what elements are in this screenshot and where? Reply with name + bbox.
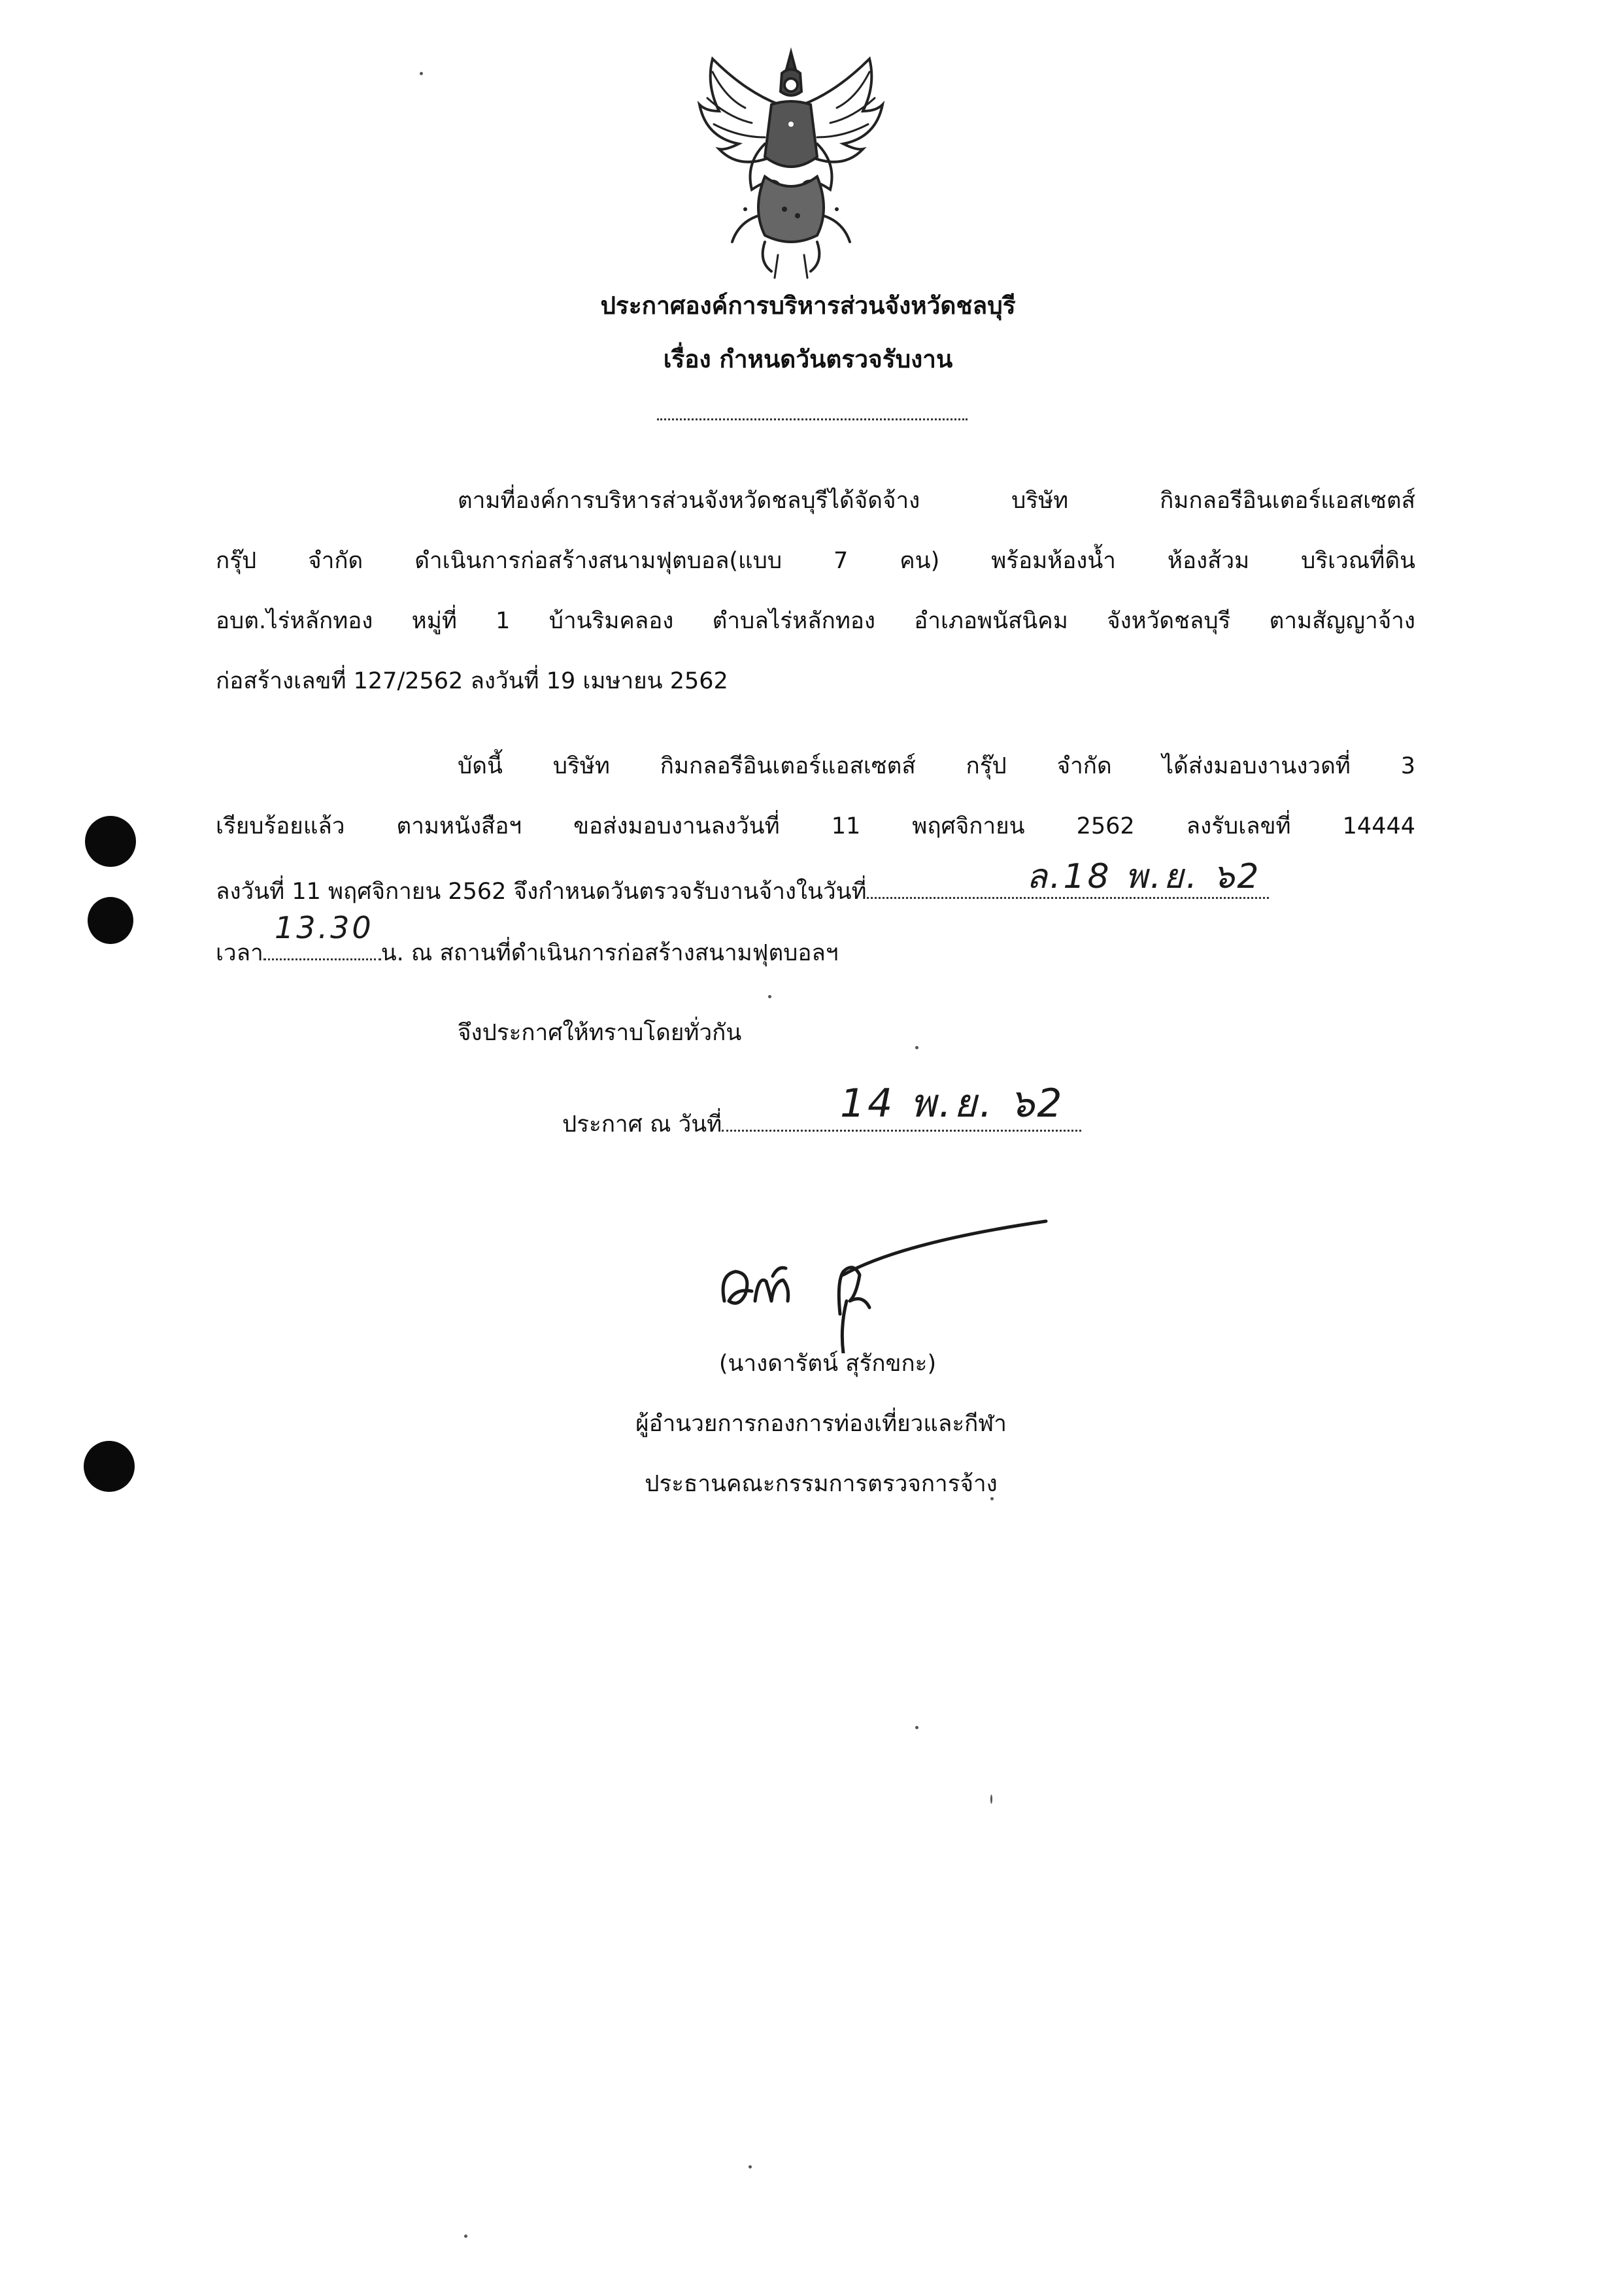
title-divider bbox=[657, 418, 968, 420]
signer-role: ประธานคณะกรรมการตรวจการจ้าง bbox=[645, 1471, 998, 1497]
announce-line: จึงประกาศให้ทราบโดยทั่วกัน bbox=[458, 1020, 742, 1046]
scan-speck bbox=[768, 995, 771, 998]
body-line: ตามที่องค์การบริหารส่วนจังหวัดชลบุรีได้จัดจ้าง บริษัท กิมกลอรีอินเตอร์แอสเซตส์ bbox=[458, 488, 1415, 514]
body-line: อบต.ไร่หลักทอง หมู่ที่ 1 บ้านริมคลอง ตำบลไร่หลักทอง อำเภอพนัสนิคม จังหวัดชลบุรี ตามสัญญาจ้าง bbox=[216, 608, 1415, 634]
scan-speck bbox=[915, 1046, 918, 1049]
scan-speck bbox=[464, 2235, 467, 2238]
signer-name: (นางดารัตน์ สุรักขกะ) bbox=[718, 1351, 937, 1377]
handwritten-signature bbox=[706, 1203, 1072, 1353]
signer-position: ผู้อำนวยการกองการท่องเที่ยวและกีฬา bbox=[635, 1411, 1007, 1437]
document-subject: เรื่อง กำหนดวันตรวจรับงาน bbox=[663, 345, 953, 373]
garuda-emblem-icon bbox=[667, 46, 915, 281]
body-line: ก่อสร้างเลขที่ 127/2562 ลงวันที่ 19 เมษายน 2562 bbox=[216, 668, 728, 694]
handwritten-announce-date: 14 พ.ย. ๖2 bbox=[840, 1081, 1065, 1126]
body-text: เวลา bbox=[216, 940, 263, 966]
body-text: ประกาศ ณ วันที่ bbox=[562, 1111, 722, 1138]
punch-hole bbox=[88, 897, 133, 944]
document-title: ประกาศองค์การบริหารส่วนจังหวัดชลบุรี bbox=[600, 292, 1016, 320]
body-text: ลงวันที่ 11 พฤศจิกายน 2562 จึงกำหนดวันตรวจรับงานจ้างในวันที่ bbox=[216, 879, 867, 905]
punch-hole bbox=[85, 816, 136, 867]
handwritten-inspection-time: 13.30 bbox=[275, 910, 374, 945]
body-line: เรียบร้อยแล้ว ตามหนังสือฯ ขอส่งมอบงานลงวันที่ 11 พฤศจิกายน 2562 ลงรับเลขที่ 14444 bbox=[216, 813, 1415, 839]
scan-speck bbox=[915, 1726, 918, 1729]
scan-speck bbox=[749, 2165, 752, 2169]
body-text: น. ณ สถานที่ดำเนินการก่อสร้างสนามฟุตบอลฯ bbox=[380, 940, 839, 966]
scan-speck bbox=[990, 1795, 992, 1804]
body-line: บัดนี้ บริษัท กิมกลอรีอินเตอร์แอสเซตส์ กรุ๊ป จำกัด ได้ส่งมอบงานงวดที่ 3 bbox=[458, 753, 1415, 779]
scan-speck bbox=[420, 72, 423, 75]
handwritten-inspection-date: ล.18 พ.ย. ๖2 bbox=[1026, 857, 1262, 896]
body-line: กรุ๊ป จำกัด ดำเนินการก่อสร้างสนามฟุตบอล(แบบ 7 คน) พร้อมห้องน้ำ ห้องส้วม บริเวณที่ดิน bbox=[216, 548, 1415, 574]
